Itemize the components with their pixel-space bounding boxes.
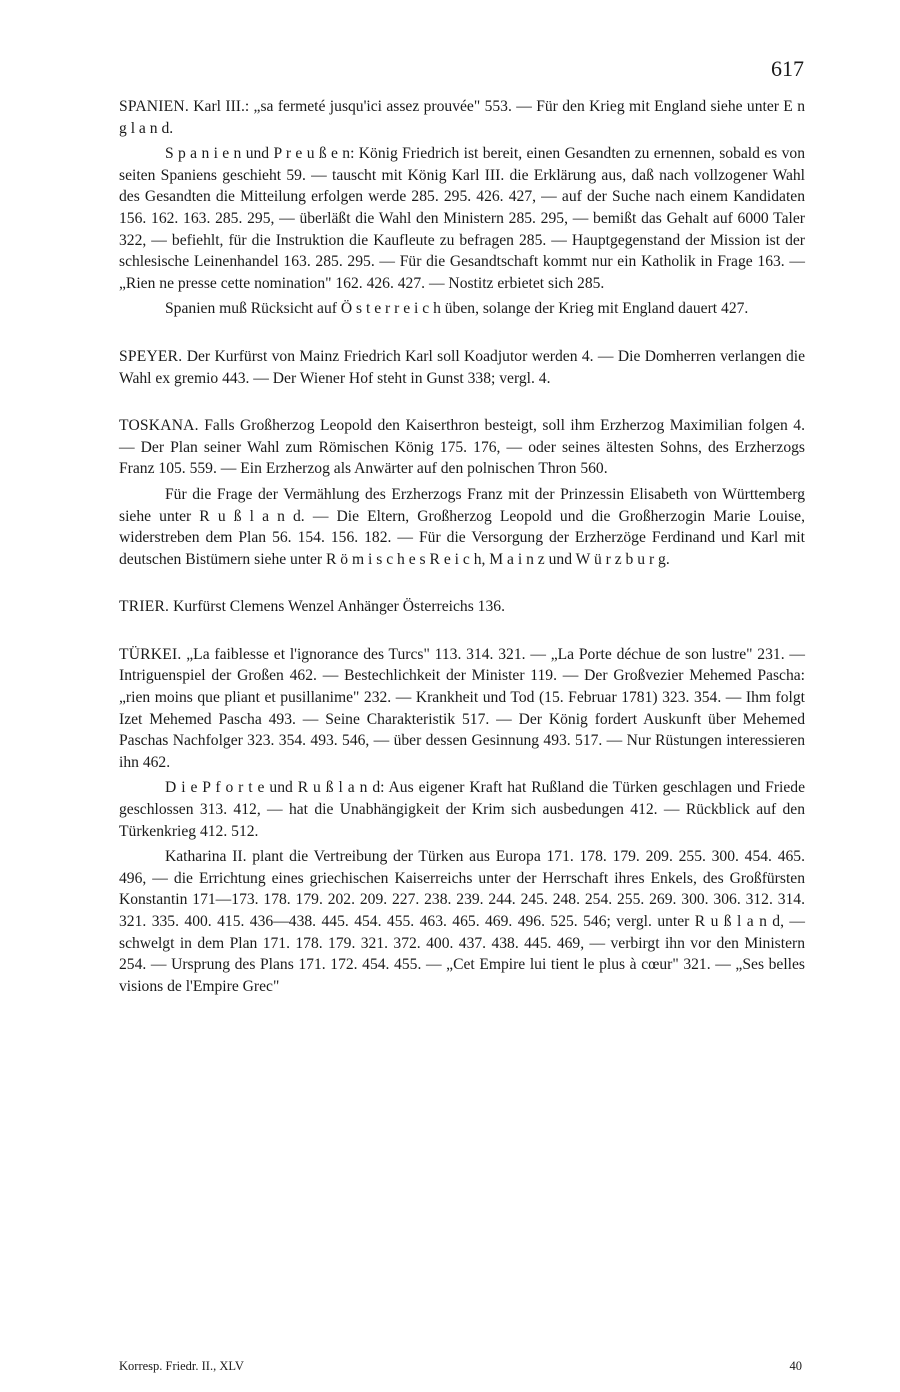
entry-text: Der Kurfürst von Mainz Friedrich Karl soll Koadjutor werden 4. — Die Domherren verlangen die Wahl ex gremio 443. — Der Wiener Hof steht in Gunst 338; vergl. 4. xyxy=(119,347,805,387)
index-entry-speyer xyxy=(119,346,805,389)
entry-paragraph xyxy=(119,415,805,480)
entry-headword: TÜRKEI. xyxy=(119,645,182,663)
entry-paragraph xyxy=(119,346,805,389)
index-content xyxy=(119,96,805,1023)
entry-text: „La faiblesse et l'ignorance des Turcs" 113. 314. 321. — „La Porte déchue de son lustre" 231. — Intriguenspiel der Großen 462. — Bestechlichkeit der Minister 119. — Der Großvezier Mehemed Pascha: „rien moins que pliant et pusillanime" 232. — Krankheit und Tod (15. Februar 1781) 323. 354. — Ihm folgt Izet Mehemed Pascha 493. — Seine Charakteristik 517. — Der König fordert Auskunft über Mehemed Paschas Nachfolger 323. 354. 493. 546, — über dessen Gesinnung 493. 517. — Nur Rüstungen interessieren ihn 462. xyxy=(119,645,805,771)
entry-text: Karl III.: „sa fermeté jusqu'ici assez prouvée" 553. — Für den Krieg mit England siehe unter E n g l a n d. xyxy=(119,98,805,137)
page-number: 617 xyxy=(771,56,804,81)
index-entry-trier xyxy=(119,596,805,618)
footer-source: Korresp. Friedr. II., XLV xyxy=(119,1359,244,1373)
entry-headword: TRIER. xyxy=(119,598,170,616)
entry-paragraph: Katharina II. plant die Vertreibung der Türken aus Europa 171. 178. 179. 209. 255. 300. 454. 465. 496, — die Errichtung eines griechischen Kaiserreichs unter der Herrschaft ihres Enkels, des Großfürsten Konstantin 171—173. 178. 179. 202. 209. 227. 238. 239. 244. 245. 248. 254. 255. 269. 300. 306. 312. 314. 321. 335. 400. 415. 436—438. 445. 454. 455. 463. 465. 469. 496. 525. 546; vergl. unter R u ß l a n d, — schwelgt in dem Plan 171. 178. 179. 321. 372. 400. 437. 438. 445. 469, — verbirgt ihn vor den Ministern 254. — Ursprung des Plans 171. 172. 454. 455. — „Cet Empire lui tient le plus à cœur" 321. — „Ses belles visions de l'Empire Grec" xyxy=(119,848,805,995)
index-entry-spanien xyxy=(119,96,805,320)
entry-paragraph xyxy=(119,644,805,774)
entry-paragraph: Für die Frage der Vermählung des Erzherzogs Franz mit der Prinzessin Elisabeth von Württemberg siehe unter R u ß l a n d. — Die Eltern, Großherzog Leopold und die Großherzogin Marie Louise, widerstreben dem Plan 56. 154. 156. 182. — Für die Versorgung der Erzherzöge Ferdinand und Karl mit deutschen Bistümern siehe unter R ö m i s c h e s R e i c h, M a i n z und W ü r z b u r g. xyxy=(119,485,805,568)
entry-headword: SPEYER. xyxy=(119,347,183,365)
entry-paragraph: S p a n i e n und P r e u ß e n: König Friedrich ist bereit, einen Gesandten zu ernennen, sobald es von seiten Spaniens geschieht 59. — tauscht mit König Karl III. die Erklärung aus, daß nach vollzogener Wahl des Gesandten die Mitteilung erfolgen werde 285. 295. 426. 427, — auf der Suche nach einem Kandidaten 156. 162. 163. 285. 295, — überläßt die Wahl den Ministern 285. 295, — bemißt das Gehalt auf 6000 Taler 322, — befiehlt, für die Instruktion die Kaufleute zu befragen 285. — Hauptgegenstand der Mission ist der schlesische Leinenhandel 163. 285. 295. — Für die Gesandtschaft kommt nur ein Katholik in Frage 163. — „Rien ne presse cette nomination" 162. 426. 427. — Nostitz erbietet sich 285. xyxy=(119,145,805,292)
entry-paragraph: D i e P f o r t e und R u ß l a n d: Aus eigener Kraft hat Rußland die Türken geschlagen und Friede geschlossen 313. 412, — hat die Unabhängigkeit der Krim sich ausbedungen 412. — Rückblick auf den Türkenkrieg 412. 512. xyxy=(119,779,805,840)
entry-headword: TOSKANA. xyxy=(119,417,199,435)
entry-paragraph: Spanien muß Rücksicht auf Ö s t e r r e i c h üben, solange der Krieg mit England dauert 427. xyxy=(165,300,749,318)
entry-paragraph xyxy=(119,596,805,618)
entry-paragraph xyxy=(119,96,805,139)
entry-text: Kurfürst Clemens Wenzel Anhänger Österreichs 136. xyxy=(173,598,505,616)
index-entry-tuerkei xyxy=(119,644,805,998)
entry-text: Falls Großherzog Leopold den Kaiserthron besteigt, soll ihm Erzherzog Maximilian folgen 4. — Der Plan seiner Wahl zum Römischen König 175. 176, — oder seines ältesten Sohns, des Erzherzogs Franz 105. 559. — Ein Erzherzog als Anwärter auf den polnischen Thron 560. xyxy=(119,417,805,478)
index-entry-toskana xyxy=(119,415,805,570)
footer-signature: 40 xyxy=(789,1359,802,1373)
entry-headword: SPANIEN. xyxy=(119,98,189,115)
